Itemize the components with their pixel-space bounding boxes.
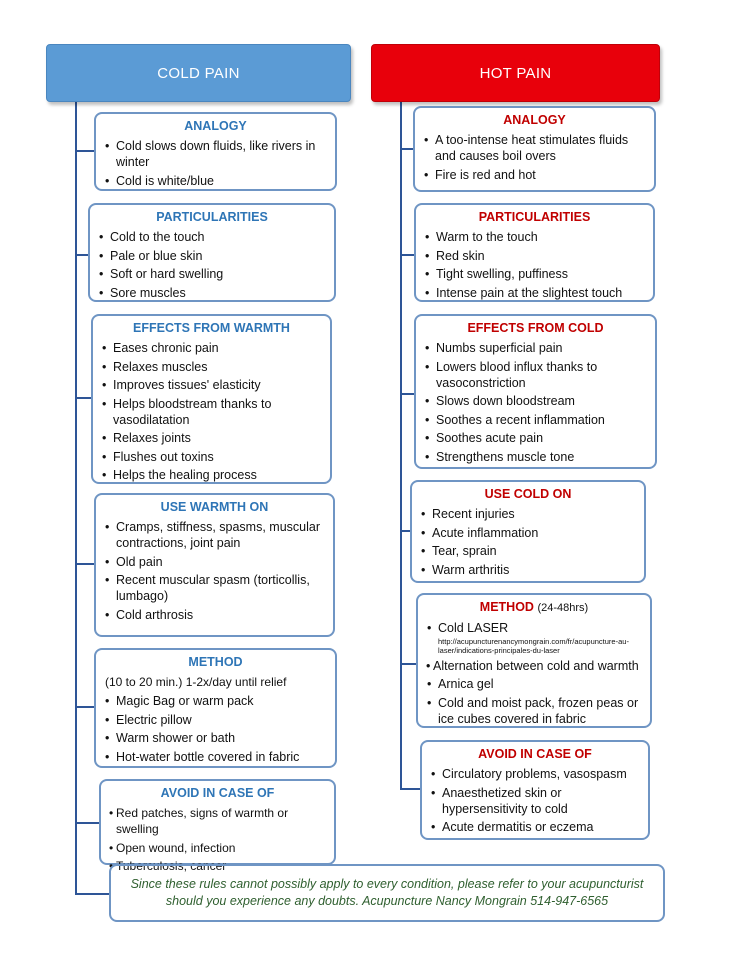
list-item: • Cramps, stiffness, spasms, muscular contractions, joint pain — [104, 519, 325, 551]
list-item: • Cold arthrosis — [104, 607, 325, 623]
cold-branch-use — [75, 563, 95, 565]
cold-particularities-title: PARTICULARITIES — [156, 210, 268, 224]
list-item: • Cold is white/blue — [104, 173, 327, 189]
list-item: • Improves tissues' elasticity — [101, 377, 322, 393]
list-item: • Warm shower or bath — [104, 730, 327, 746]
list-item: • Tear, sprain — [420, 543, 636, 559]
cold-analogy-box — [94, 112, 337, 191]
cold-use-box — [94, 493, 335, 637]
cold-analogy-title: ANALOGY — [184, 119, 247, 133]
list-item: • Magic Bag or warm pack — [104, 693, 327, 709]
list-item: • Tight swelling, puffiness — [424, 266, 645, 282]
list-item: • Fire is red and hot — [423, 167, 646, 183]
list-item: • Circulatory problems, vasospasm — [430, 766, 640, 782]
list-item: • Warm arthritis — [420, 562, 636, 578]
cold-effects-title: EFFECTS FROM WARMTH — [133, 321, 290, 335]
hot-branch-analogy — [400, 148, 414, 150]
hot-branch-method — [400, 663, 417, 665]
list-item: • Strengthens muscle tone — [424, 449, 647, 465]
list-item: • Relaxes joints — [101, 430, 322, 446]
hot-analogy-title: ANALOGY — [503, 113, 566, 127]
list-item: • Soothes a recent inflammation — [424, 412, 647, 428]
list-item: • Soothes acute pain — [424, 430, 647, 446]
list-item: • Lowers blood influx thanks to vasoconstriction — [424, 359, 647, 391]
hot-method-duration: (24-48hrs) — [537, 602, 589, 614]
list-item: • Arnica gel — [426, 676, 642, 692]
list-item: • Pale or blue skin — [98, 248, 326, 264]
list-item: • Numbs superficial pain — [424, 340, 647, 356]
hot-effects-title: EFFECTS FROM COLD — [467, 321, 604, 335]
list-item: • Hot-water bottle covered in fabric — [104, 749, 327, 765]
cold-branch-avoid — [75, 822, 100, 824]
cold-branch-footer — [75, 893, 110, 895]
hot-analogy-box — [413, 106, 656, 192]
list-item: • Acute dermatitis or eczema — [430, 819, 640, 835]
hot-pain-header — [371, 44, 660, 102]
hot-method-title — [426, 599, 642, 616]
disclaimer-line-1: Since these rules cannot possibly apply to every condition, please refer to your acupuncturist — [130, 877, 644, 891]
list-item: • Eases chronic pain — [101, 340, 322, 356]
list-item: • Warm to the touch — [424, 229, 645, 245]
cold-pain-header-label: COLD PAIN — [157, 64, 240, 82]
laser-label: Cold LASER — [438, 621, 509, 635]
list-item: • Anaesthetized skin or hypersensitivity to cold — [430, 785, 640, 817]
list-item: • Alternation between cold and warmth — [426, 658, 642, 674]
hot-branch-particularities — [400, 254, 415, 256]
list-item: • Cold and moist pack, frozen peas or ice cubes covered in fabric — [426, 695, 642, 727]
cold-branch-effects — [75, 397, 92, 399]
list-item: • Intense pain at the slightest touch — [424, 285, 645, 301]
hot-particularities-box — [414, 203, 655, 302]
cold-method-subtitle: (10 to 20 min.) 1-2x/day until relief — [105, 675, 287, 689]
list-item: • Open wound, infection — [109, 840, 326, 856]
cold-branch-particularities — [75, 254, 89, 256]
list-item: • Cold slows down fluids, like rivers in winter — [104, 138, 327, 170]
hot-branch-effects — [400, 393, 415, 395]
list-item: • A too-intense heat stimulates fluids and causes boil overs — [423, 132, 646, 164]
list-item: • Red patches, signs of warmth or swelling — [109, 805, 326, 837]
cold-avoid-title: AVOID IN CASE OF — [160, 786, 275, 800]
cold-pain-header — [46, 44, 351, 102]
hot-pain-header-label: HOT PAIN — [479, 64, 552, 82]
list-item: • Recent injuries — [420, 506, 636, 522]
list-item: • Tuberculosis, cancer — [109, 858, 326, 874]
hot-avoid-title: AVOID IN CASE OF — [478, 747, 592, 761]
list-item: • Flushes out toxins — [101, 449, 322, 465]
list-item: • Helps the healing process — [101, 467, 322, 483]
cold-particularities-box — [88, 203, 336, 302]
list-item: • Soft or hard swelling — [98, 266, 326, 282]
hot-branch-avoid — [400, 788, 421, 790]
cold-trunk-line — [75, 100, 77, 894]
cold-method-title: METHOD — [188, 655, 243, 669]
laser-url-link[interactable]: http://acupuncturenancymongrain.com/fr/acupuncture-au-laser/indications-principales-du-laser — [438, 637, 629, 655]
list-item: • Red skin — [424, 248, 645, 264]
list-item: • Sore muscles — [98, 285, 326, 301]
cold-branch-method — [75, 706, 95, 708]
cold-effects-box — [91, 314, 332, 484]
cold-method-box — [94, 648, 337, 768]
list-item-laser — [426, 620, 642, 655]
disclaimer-box — [109, 864, 665, 922]
list-item: • Cold to the touch — [98, 229, 326, 245]
list-item: • Relaxes muscles — [101, 359, 322, 375]
list-item: • Slows down bloodstream — [424, 393, 647, 409]
cold-avoid-box — [99, 779, 336, 873]
disclaimer-line-2: should you experience any doubts. Acupuncture Nancy Mongrain 514-947-6565 — [165, 894, 609, 908]
hot-method-box — [416, 593, 652, 728]
list-item: • Old pain — [104, 554, 325, 570]
cold-branch-analogy — [75, 150, 95, 152]
list-item: • Electric pillow — [104, 712, 327, 728]
hot-avoid-box — [420, 740, 650, 840]
list-item: • Helps bloodstream thanks to vasodilatation — [101, 396, 322, 428]
hot-use-box — [410, 480, 646, 583]
hot-trunk-line — [400, 100, 402, 789]
list-item: • Recent muscular spasm (torticollis, lumbago) — [104, 572, 325, 604]
hot-effects-box — [414, 314, 657, 469]
hot-use-title: USE COLD ON — [484, 487, 572, 501]
cold-use-title: USE WARMTH ON — [160, 500, 269, 514]
hot-method-title-label: METHOD — [479, 600, 534, 614]
hot-particularities-title: PARTICULARITIES — [478, 210, 591, 224]
list-item: • Acute inflammation — [420, 525, 636, 541]
